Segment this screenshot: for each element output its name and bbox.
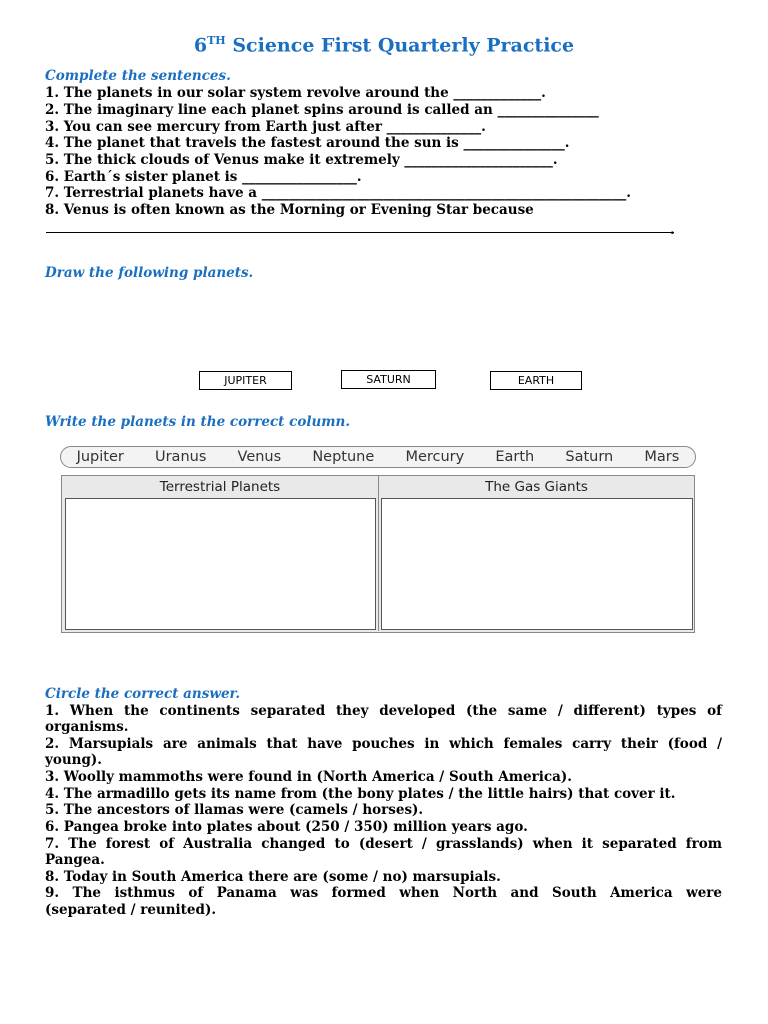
column-divider <box>378 476 379 631</box>
section-columns-heading: Write the planets in the correct column. <box>45 414 351 430</box>
section-draw-heading: Draw the following planets. <box>45 265 254 281</box>
question-item: 7. The forest of Australia changed to (desert / grasslands) when it separated from <box>45 836 722 852</box>
planet-label-earth: EARTH <box>490 371 582 390</box>
sentence-item: 8. Venus is often known as the Morning or Evening Star because <box>45 202 534 218</box>
question-item-cont: organisms. <box>45 719 129 735</box>
section-complete-heading: Complete the sentences. <box>45 68 231 84</box>
answer-line <box>46 232 674 233</box>
word-bank-item: Jupiter <box>76 449 124 465</box>
question-item: 9. The isthmus of Panama was formed when North and South America were <box>45 885 722 901</box>
word-bank <box>60 446 696 468</box>
answer-line-end: . <box>670 222 675 238</box>
word-bank-item: Neptune <box>312 449 375 465</box>
question-item: 3. Woolly mammoths were found in (North America / South America). <box>45 769 572 785</box>
word-bank-item: Mercury <box>405 449 465 465</box>
word-bank-item: Saturn <box>565 449 614 465</box>
sentence-item: 3. You can see mercury from Earth just after ______________. <box>45 119 486 135</box>
question-item: 2. Marsupials are animals that have pouches in which females carry their (food / <box>45 736 722 752</box>
sentence-item: 5. The thick clouds of Venus make it extremely ______________________. <box>45 152 558 168</box>
section-circle-heading: Circle the correct answer. <box>45 686 241 702</box>
word-bank-item: Venus <box>237 449 282 465</box>
sentence-item: 6. Earth´s sister planet is _________________. <box>45 169 362 185</box>
column-header-gas-giants: The Gas Giants <box>485 479 588 495</box>
question-item: 4. The armadillo gets its name from (the bony plates / the little hairs) that cover it. <box>45 786 676 802</box>
planet-label-jupiter: JUPITER <box>199 371 292 390</box>
question-item-cont: Pangea. <box>45 852 105 868</box>
word-bank-item: Mars <box>644 449 680 465</box>
column-header-terrestrial: Terrestrial Planets <box>159 479 281 495</box>
terrestrial-answer-cell[interactable] <box>65 498 376 630</box>
page-title: 6TH Science First Quarterly Practice <box>193 34 575 57</box>
question-item: 6. Pangea broke into plates about (250 / 350) million years ago. <box>45 819 528 835</box>
sentence-item: 7. Terrestrial planets have a ______________________________________________________. <box>45 185 631 201</box>
question-item: 1. When the continents separated they developed (the same / different) types of <box>45 703 722 719</box>
sentence-item: 2. The imaginary line each planet spins around is called an _______________ <box>45 102 599 118</box>
question-item: 8. Today in South America there are (some / no) marsupials. <box>45 869 501 885</box>
question-item-cont: young). <box>45 752 103 768</box>
sentence-item: 4. The planet that travels the fastest around the sun is _______________. <box>45 135 570 151</box>
question-item-cont: (separated / reunited). <box>45 902 217 918</box>
planet-sort-table <box>61 475 695 633</box>
word-bank-item: Uranus <box>154 449 207 465</box>
gas-giants-answer-cell[interactable] <box>381 498 693 630</box>
sentence-item: 1. The planets in our solar system revolve around the _____________. <box>45 85 546 101</box>
question-item: 5. The ancestors of llamas were (camels / horses). <box>45 802 424 818</box>
planet-label-saturn: SATURN <box>341 370 436 389</box>
word-bank-item: Earth <box>495 449 535 465</box>
